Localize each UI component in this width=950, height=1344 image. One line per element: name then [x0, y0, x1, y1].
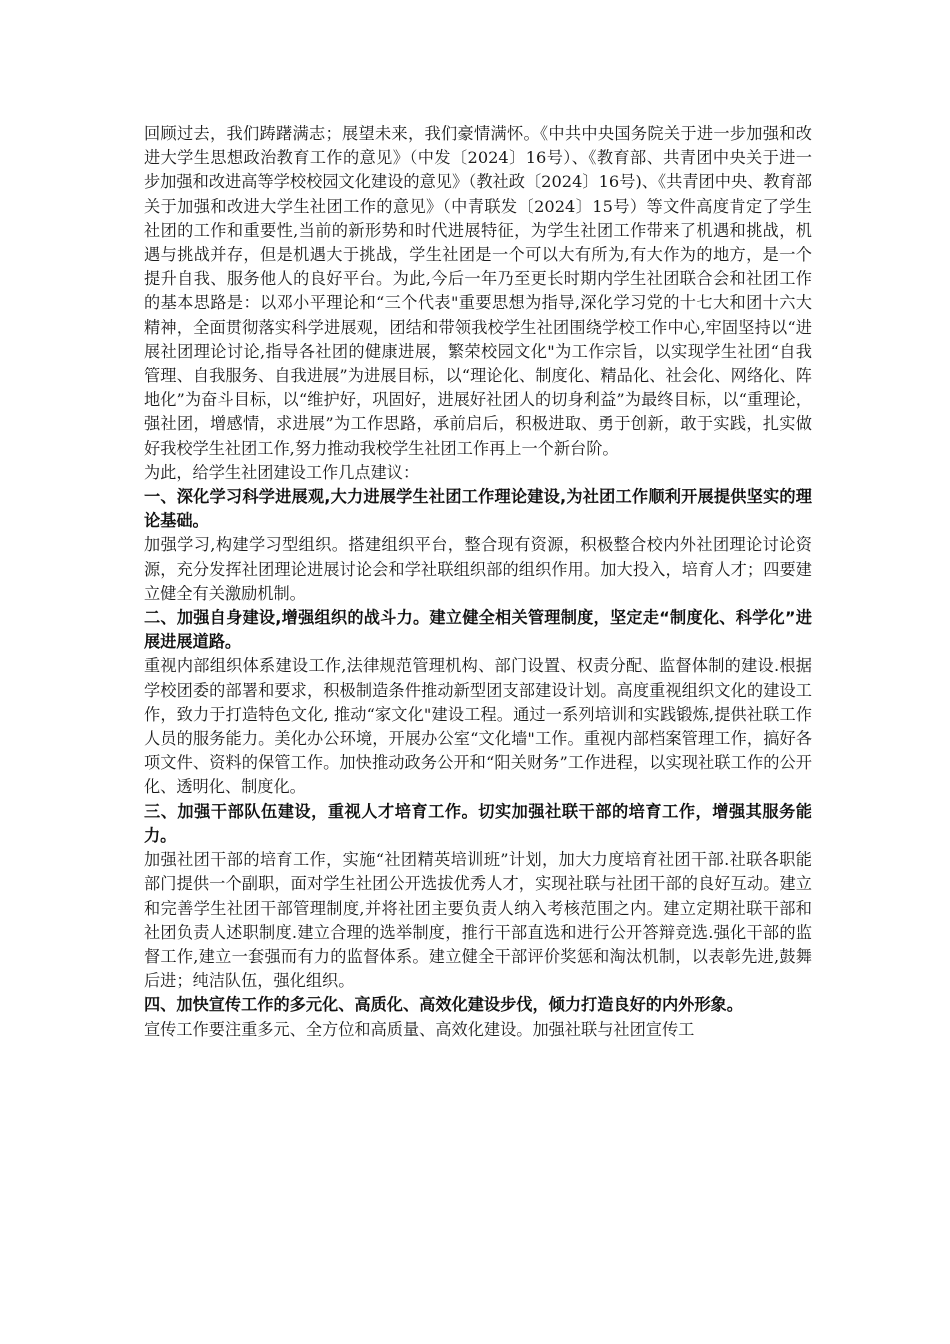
section-2-body: 重视内部组织体系建设工作,法律规范管理机构、部门设置、权责分配、监督体制的建设.根据学校团委的部署和要求，积极制造条件推动新型团支部建设计划。高度重视组织文化的建设工作，致力于打造特色文化, 推动“家文化"建设工程。通过一系列培训和实践锻炼,提供社联工作人员的服务能力。美化办公环境，开展办公室“文化墙"工作。重视内部档案管理工作，搞好各项文件、资料的保管工作。加快推动政务公开和“阳关财务”工作进程，以实现社联工作的公开化、透明化、制度化。 — [144, 656, 812, 797]
section-3-heading: 三、加强干部队伍建设，重视人才培育工作。切实加强社联干部的培育工作，增强其服务能力。 — [144, 801, 812, 845]
section-1-body: 加强学习,构建学习型组织。搭建组织平台，整合现有资源，积极整合校内外社团理论讨论资源，充分发挥社团理论进展讨论会和学社联组织部的组织作用。加大投入，培育人才；四要建立健全有关激励机制。 — [144, 535, 812, 603]
lead-in-paragraph: 为此，给学生社团建设工作几点建议： — [144, 462, 420, 482]
section-2-heading: 二、加强自身建设,增强组织的战斗力。建立健全相关管理制度，坚定走“制度化、科学化”进展进展道路。 — [144, 608, 812, 652]
document-body — [144, 122, 812, 1042]
intro-paragraph: 回顾过去，我们踌躇满志；展望未来，我们豪情满怀。《中共中央国务院关于进一步加强和改进大学生思想政治教育工作的意见》（中发〔2024〕16号）、《教育部、共青团中央关于进一步加强和改进高等学校校园文化建设的意见》（教社政〔2024〕16号)、《共青团中央、教育部关于加强和改进大学生社团工作的意见》（中青联发〔2024〕15号）等文件高度肯定了学生社团的工作和重要性,当前的新形势和时代进展特征，为学生社团工作带来了机遇和挑战，机遇与挑战并存，但是机遇大于挑战，学生社团是一个可以大有所为,有大作为的地方，是一个提升自我、服务他人的良好平台。为此,今后一年乃至更长时期内学生社团联合会和社团工作的基本思路是：以邓小平理论和“三个代表"重要思想为指导,深化学习党的十七大和团十六大精神，全面贯彻落实科学进展观，团结和带领我校学生社团围绕学校工作中心,牢固坚持以“进展社团理论讨论,指导各社团的健康进展，繁荣校园文化"为工作宗旨，以实现学生社团“自我管理、自我服务、自我进展”为进展目标，以“理论化、制度化、精品化、社会化、网络化、阵地化”为奋斗目标，以“维护好，巩固好，进展好社团人的切身利益”为最终目标，以“重理论，强社团，增感情，求进展”为工作思路，承前启后，积极进取、勇于创新，敢于实践，扎实做好我校学生社团工作,努力推动我校学生社团工作再上一个新台阶。 — [144, 124, 812, 458]
section-1-heading: 一、深化学习科学进展观,大力进展学生社团工作理论建设,为社团工作顺利开展提供坚实的理论基础。 — [144, 487, 812, 531]
section-3-body: 加强社团干部的培育工作，实施“社团精英培训班”计划，加大力度培育社团干部.社联各职能部门提供一个副职，面对学生社团公开选拔优秀人才，实现社联与社团干部的良好互动。建立和完善学生社团干部管理制度,并将社团主要负责人纳入考核范围之内。建立定期社联干部和社团负责人述职制度.建立合理的选举制度，推行干部直选和进行公开答辩竞选.强化干部的监督工作,建立一套强而有力的监督体系。建立健全干部评价奖惩和淘汰机制，以表彰先进,鼓舞后进；纯洁队伍，强化组织。 — [144, 850, 812, 991]
section-4-body: 宣传工作要注重多元、全方位和高质量、高效化建设。加强社联与社团宣传工 — [144, 1019, 695, 1039]
section-4-heading: 四、加快宣传工作的多元化、高质化、高效化建设步伐，倾力打造良好的内外形象。 — [144, 995, 743, 1015]
